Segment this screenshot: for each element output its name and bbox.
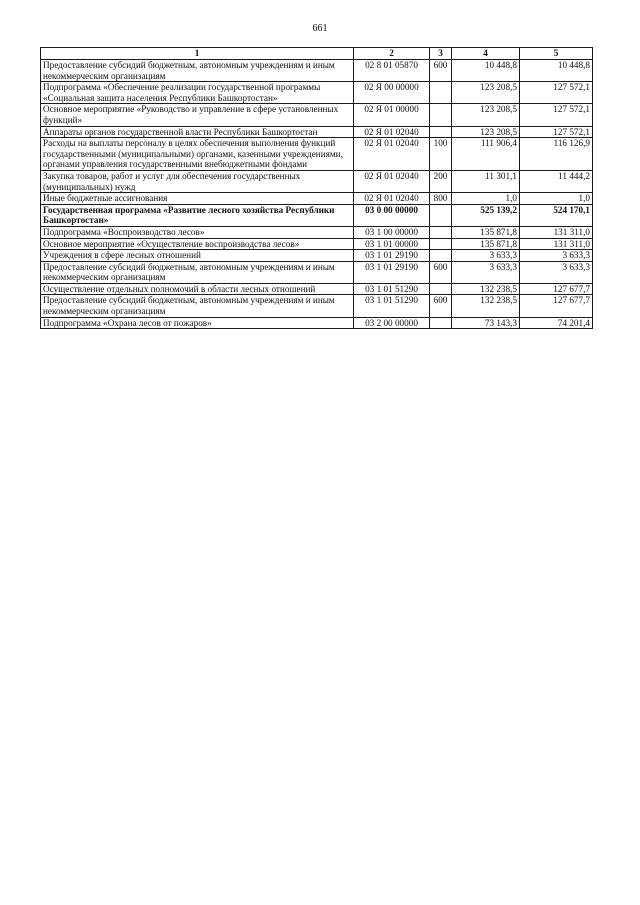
row-name: Закупка товаров, работ и услуг для обеспечения государственных (муниципальных) нужд <box>41 170 354 192</box>
row-code: 03 2 00 00000 <box>354 317 430 329</box>
row-amount-1: 123 208,5 <box>452 126 520 138</box>
row-amount-1: 135 871,8 <box>452 238 520 250</box>
row-name: Учреждения в сфере лесных отношений <box>41 250 354 262</box>
row-amount-1: 123 208,5 <box>452 82 520 104</box>
row-code: 03 1 00 00000 <box>354 226 430 238</box>
row-name: Предоставление субсидий бюджетным, автономным учреждениям и иным некоммерческим организациям <box>41 295 354 317</box>
table-row <box>41 238 593 250</box>
row-amount-2: 1,0 <box>520 193 593 205</box>
table-row <box>41 170 593 192</box>
row-code: 03 1 01 00000 <box>354 238 430 250</box>
table-row <box>41 126 593 138</box>
row-code: 02 Я 01 02040 <box>354 170 430 192</box>
row-name: Подпрограмма «Обеспечение реализации государственной программы «Социальная защита населения Республики Башкортостан» <box>41 82 354 104</box>
row-amount-2: 10 448,8 <box>520 60 593 82</box>
table-row <box>41 261 593 283</box>
row-code: 03 1 01 29190 <box>354 250 430 262</box>
header-row <box>41 48 593 60</box>
row-amount-1: 132 238,5 <box>452 283 520 295</box>
table-row <box>41 226 593 238</box>
row-amount-2: 524 170,1 <box>520 204 593 226</box>
row-name: Расходы на выплаты персоналу в целях обеспечения выполнения функций государственными (муниципальными) органами, казенными учреждениями, органами управления государственными внебюджетными фондами <box>41 138 354 171</box>
row-expense-type: 600 <box>430 60 452 82</box>
row-amount-2: 127 677,7 <box>520 283 593 295</box>
row-amount-1: 3 633,3 <box>452 261 520 283</box>
budget-table <box>40 47 593 329</box>
header-amount-2: 5 <box>520 48 593 60</box>
header-code: 2 <box>354 48 430 60</box>
row-code: 03 1 01 51290 <box>354 295 430 317</box>
table-row <box>41 104 593 126</box>
table-row <box>41 60 593 82</box>
row-amount-1: 1,0 <box>452 193 520 205</box>
row-name: Аппараты органов государственной власти Республики Башкортостан <box>41 126 354 138</box>
header-amount-1: 4 <box>452 48 520 60</box>
row-code: 03 1 01 51290 <box>354 283 430 295</box>
row-expense-type <box>430 317 452 329</box>
row-expense-type <box>430 283 452 295</box>
table-row <box>41 250 593 262</box>
row-code: 02 Я 01 02040 <box>354 193 430 205</box>
row-amount-1: 73 143,3 <box>452 317 520 329</box>
row-name: Подпрограмма «Воспроизводство лесов» <box>41 226 354 238</box>
row-amount-1: 3 633,3 <box>452 250 520 262</box>
row-expense-type: 600 <box>430 261 452 283</box>
row-expense-type <box>430 82 452 104</box>
row-expense-type: 800 <box>430 193 452 205</box>
row-code: 02 Я 01 02040 <box>354 138 430 171</box>
row-amount-2: 131 311,0 <box>520 226 593 238</box>
row-name: Иные бюджетные ассигнования <box>41 193 354 205</box>
row-name: Основное мероприятие «Осуществление воспроизводства лесов» <box>41 238 354 250</box>
header-expense-type: 3 <box>430 48 452 60</box>
row-expense-type <box>430 104 452 126</box>
row-code: 02 Я 00 00000 <box>354 82 430 104</box>
row-code: 03 0 00 00000 <box>354 204 430 226</box>
row-name: Предоставление субсидий бюджетным, автономным учреждениям и иным некоммерческим организациям <box>41 261 354 283</box>
row-amount-1: 132 238,5 <box>452 295 520 317</box>
table-row <box>41 138 593 171</box>
row-expense-type <box>430 126 452 138</box>
row-expense-type <box>430 250 452 262</box>
header-name: 1 <box>41 48 354 60</box>
row-amount-2: 127 677,7 <box>520 295 593 317</box>
row-amount-1: 135 871,8 <box>452 226 520 238</box>
row-expense-type <box>430 238 452 250</box>
table-row <box>41 295 593 317</box>
row-expense-type <box>430 204 452 226</box>
page-number: 661 <box>312 23 328 34</box>
table-row <box>41 193 593 205</box>
row-code: 02 Я 01 00000 <box>354 104 430 126</box>
table-row <box>41 82 593 104</box>
row-expense-type: 100 <box>430 138 452 171</box>
table-body <box>41 60 593 329</box>
row-amount-1: 10 448,8 <box>452 60 520 82</box>
row-amount-2: 3 633,3 <box>520 261 593 283</box>
row-expense-type: 200 <box>430 170 452 192</box>
row-expense-type: 600 <box>430 295 452 317</box>
row-code: 02 Я 01 02040 <box>354 126 430 138</box>
table-row <box>41 317 593 329</box>
row-amount-2: 127 572,1 <box>520 104 593 126</box>
table-row <box>41 204 593 226</box>
row-amount-1: 123 208,5 <box>452 104 520 126</box>
row-amount-1: 525 139,2 <box>452 204 520 226</box>
row-expense-type <box>430 226 452 238</box>
row-amount-2: 127 572,1 <box>520 82 593 104</box>
row-name: Подпрограмма «Охрана лесов от пожаров» <box>41 317 354 329</box>
row-name: Основное мероприятие «Руководство и управление в сфере установленных функций» <box>41 104 354 126</box>
row-amount-2: 74 201,4 <box>520 317 593 329</box>
row-amount-2: 127 572,1 <box>520 126 593 138</box>
row-name: Государственная программа «Развитие лесного хозяйства Республики Башкортостан» <box>41 204 354 226</box>
row-name: Осуществление отдельных полномочий в области лесных отношений <box>41 283 354 295</box>
row-amount-2: 116 126,9 <box>520 138 593 171</box>
row-amount-2: 3 633,3 <box>520 250 593 262</box>
row-code: 03 1 01 29190 <box>354 261 430 283</box>
row-amount-2: 131 311,0 <box>520 238 593 250</box>
row-amount-2: 11 444,2 <box>520 170 593 192</box>
row-code: 02 8 01 05870 <box>354 60 430 82</box>
row-name: Предоставление субсидий бюджетным, автономным учреждениям и иным некоммерческим организациям <box>41 60 354 82</box>
row-amount-1: 111 906,4 <box>452 138 520 171</box>
row-amount-1: 11 301,1 <box>452 170 520 192</box>
table-row <box>41 283 593 295</box>
